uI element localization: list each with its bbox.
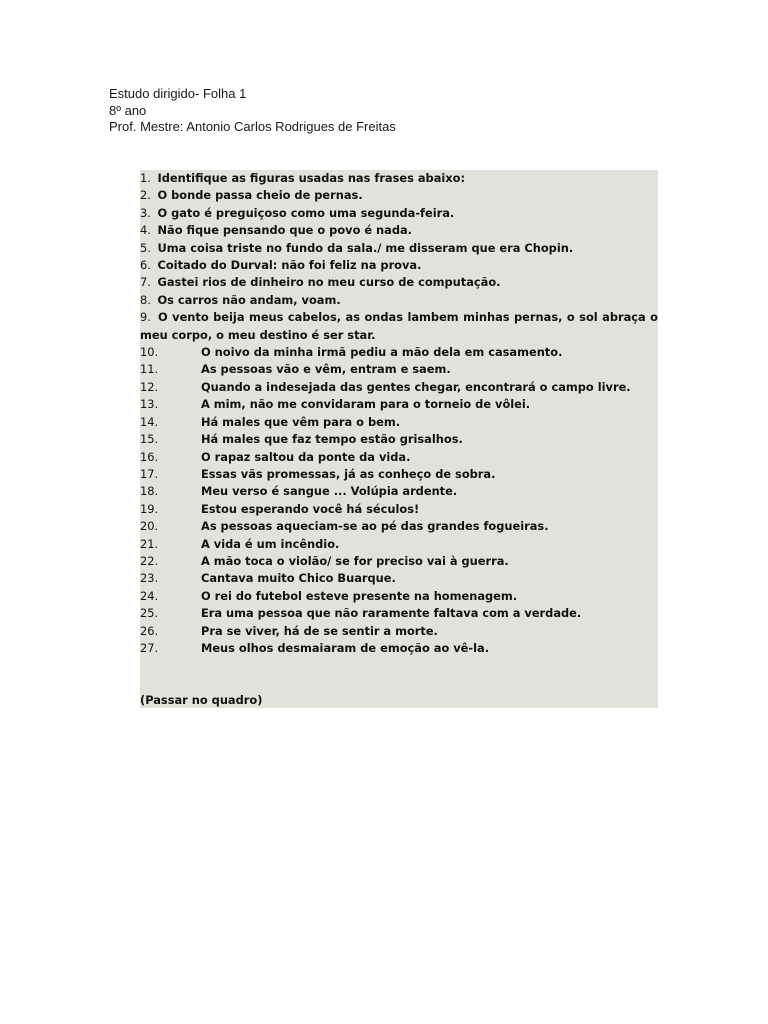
exercise-item-text: Pra se viver, há de se sentir a morte. [201, 623, 438, 638]
header-title: Estudo dirigido- Folha 1 [109, 86, 247, 101]
exercise-item-text: Uma coisa triste no fundo da sala./ me disseram que era Chopin. [157, 240, 574, 255]
exercise-item-number: 6. [140, 258, 151, 273]
exercise-item [140, 414, 658, 431]
exercise-item [140, 205, 658, 222]
exercise-item-text: Identifique as figuras usadas nas frases abaixo: [157, 171, 466, 185]
exercise-item-number: 23. [140, 571, 159, 586]
exercise-note: (Passar no quadro) [140, 693, 263, 708]
exercise-item-text: O bonde passa cheio de pernas. [157, 188, 363, 203]
exercise-item-text: O noivo da minha irmã pediu a mão dela em casamento. [201, 345, 563, 360]
exercise-item-number: 17. [140, 466, 159, 481]
exercise-item [140, 605, 658, 622]
exercise-item [140, 640, 658, 657]
exercise-item-number: 22. [140, 553, 159, 568]
exercise-item-number: 1. [140, 171, 151, 185]
exercise-item-number: 2. [140, 188, 151, 203]
exercise-item-number: 7. [140, 275, 151, 290]
exercise-item-text: O rapaz saltou da ponte da vida. [201, 449, 411, 464]
exercise-item-text: O vento beija meus cabelos, as ondas lambem minhas pernas, o sol abraça o meu corpo, o meu destino é ser star. [140, 310, 659, 342]
exercise-item-number: 26. [140, 623, 159, 638]
exercise-item-text: A mão toca o violão/ se for preciso vai à guerra. [201, 553, 509, 568]
exercise-item [140, 483, 658, 500]
exercise-item-text: O rei do futebol esteve presente na homenagem. [201, 588, 518, 603]
exercise-item-number: 8. [140, 292, 151, 307]
exercise-item-number: 14. [140, 414, 159, 429]
exercise-item [140, 361, 658, 378]
exercise-item-text: Era uma pessoa que não raramente faltava com a verdade. [201, 606, 582, 621]
exercise-item-number: 25. [140, 606, 159, 621]
exercise-item-number: 3. [140, 205, 151, 220]
exercise-item-text: Cantava muito Chico Buarque. [201, 571, 396, 586]
exercise-list [140, 170, 658, 657]
exercise-box [140, 170, 658, 708]
exercise-item-text: Estou esperando você há séculos! [201, 501, 420, 516]
exercise-item [140, 588, 658, 605]
exercise-item [140, 501, 658, 518]
exercise-item-text: Meu verso é sangue ... Volúpia ardente. [201, 484, 458, 499]
exercise-item-number: 19. [140, 501, 159, 516]
exercise-item [140, 309, 658, 344]
exercise-item-text: Não fique pensando que o povo é nada. [157, 223, 413, 238]
document-header [109, 86, 396, 136]
exercise-item-text: O gato é preguiçoso como uma segunda-feira. [157, 205, 455, 220]
exercise-item-number: 12. [140, 379, 159, 394]
exercise-item-text: Os carros não andam, voam. [157, 292, 341, 307]
header-grade: 8º ano [109, 102, 147, 118]
exercise-item-text: Gastei rios de dinheiro no meu curso de computação. [157, 275, 501, 290]
exercise-item-number: 20. [140, 519, 159, 534]
exercise-item-text: Meus olhos desmaiaram de emoção ao vê-la. [201, 640, 490, 655]
exercise-item-number: 4. [140, 223, 151, 238]
exercise-item [140, 536, 658, 553]
exercise-item [140, 187, 658, 204]
exercise-item [140, 344, 658, 361]
exercise-item-number: 27. [140, 640, 159, 655]
exercise-item [140, 292, 658, 309]
exercise-item-number: 21. [140, 536, 159, 551]
exercise-item-text: Quando a indesejada das gentes chegar, encontrará o campo livre. [201, 379, 631, 394]
exercise-item-number: 18. [140, 484, 159, 499]
exercise-item-text: Essas vãs promessas, já as conheço de sobra. [201, 466, 496, 481]
exercise-item-text: Há males que faz tempo estão grisalhos. [201, 432, 463, 447]
exercise-item-text: Coitado do Durval: não foi feliz na prova. [157, 258, 422, 273]
exercise-item [140, 553, 658, 570]
exercise-item [140, 170, 658, 187]
exercise-item [140, 570, 658, 587]
exercise-item-number: 9. [140, 310, 151, 325]
exercise-item-number: 5. [140, 240, 151, 255]
exercise-item [140, 222, 658, 239]
exercise-item [140, 518, 658, 535]
exercise-item [140, 396, 658, 413]
exercise-item-text: As pessoas aqueciam-se ao pé das grandes fogueiras. [201, 519, 549, 534]
exercise-item-text: A mim, não me convidaram para o torneio de vôlei. [201, 397, 531, 412]
exercise-item [140, 623, 658, 640]
exercise-item-number: 10. [140, 345, 159, 360]
exercise-item [140, 431, 658, 448]
exercise-item-number: 24. [140, 588, 159, 603]
exercise-item [140, 257, 658, 274]
exercise-item [140, 449, 658, 466]
exercise-item-text: As pessoas vão e vêm, entram e saem. [201, 362, 451, 377]
exercise-item-number: 15. [140, 432, 159, 447]
exercise-item-text: A vida é um incêndio. [201, 536, 340, 551]
exercise-item-number: 11. [140, 362, 159, 377]
header-teacher: Prof. Mestre: Antonio Carlos Rodrigues de Freitas [109, 119, 396, 134]
exercise-item-number: 16. [140, 449, 159, 464]
exercise-item [140, 240, 658, 257]
exercise-item [140, 379, 658, 396]
exercise-item-text: Há males que vêm para o bem. [201, 414, 401, 429]
exercise-item-number: 13. [140, 397, 159, 412]
exercise-item [140, 466, 658, 483]
exercise-item [140, 274, 658, 291]
